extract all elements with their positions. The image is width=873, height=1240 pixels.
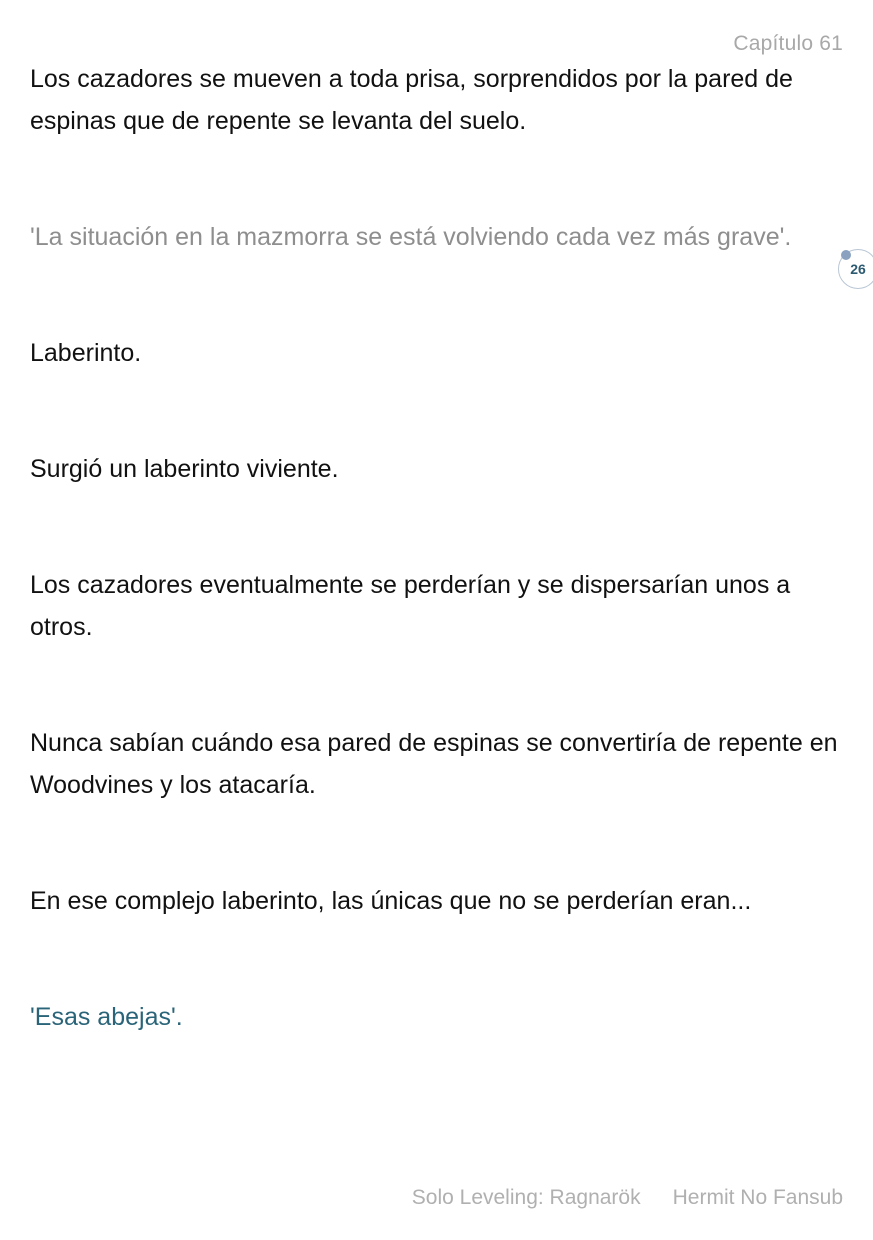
- reader-content: [30, 58, 850, 1038]
- translator-credit: Hermit No Fansub: [672, 1186, 843, 1209]
- paragraph-5: Los cazadores eventualmente se perderían y se dispersarían unos a otros.: [30, 571, 791, 641]
- paragraph-2-thought: 'La situación en la mazmorra se está volviendo cada vez más grave'.: [30, 223, 792, 251]
- paragraph-7: En ese complejo laberinto, las únicas que no se perderían eran...: [30, 887, 752, 915]
- chapter-label: Capítulo 61: [733, 32, 843, 55]
- book-title: Solo Leveling: Ragnarök: [411, 1186, 641, 1209]
- progress-indicator-dot: [841, 250, 851, 260]
- paragraph-1: Los cazadores se mueven a toda prisa, sorprendidos por la pared de espinas que de repente se levanta del suelo.: [30, 65, 793, 135]
- page-number: 26: [850, 261, 866, 277]
- paragraph-3: Laberinto.: [30, 339, 142, 367]
- footer: [412, 1186, 843, 1210]
- paragraph-4: Surgió un laberinto viviente.: [30, 455, 339, 483]
- paragraph-6: Nunca sabían cuándo esa pared de espinas se convertiría de repente en Woodvines y los atacaría.: [30, 729, 838, 799]
- paragraph-8-highlight: 'Esas abejas'.: [30, 1003, 183, 1031]
